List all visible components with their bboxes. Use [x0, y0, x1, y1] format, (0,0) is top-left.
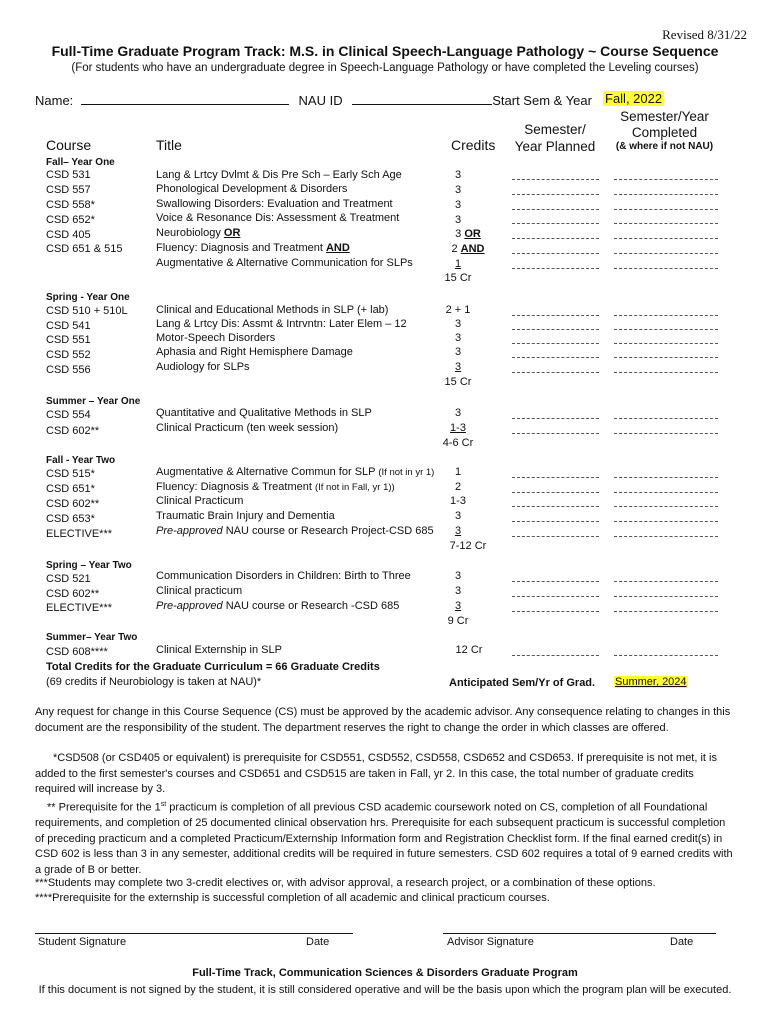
credit-value: 3: [454, 184, 462, 196]
credit-value: [448, 243, 488, 255]
credit-value: 2 + 1: [445, 304, 471, 316]
course-code: CSD 651 & 515: [46, 243, 123, 255]
credit-value: 3: [454, 346, 462, 358]
course-code: CSD 602**: [46, 588, 100, 600]
course-title-text: Augmentative & Alternative Commun for SLP: [156, 466, 376, 478]
or-connector: OR: [464, 228, 481, 240]
semester-planned-blank[interactable]: [512, 611, 599, 612]
semester-planned-blank[interactable]: [512, 536, 599, 537]
semester-completed-blank[interactable]: [614, 492, 718, 493]
course-title: Audiology for SLPs: [156, 361, 250, 373]
credit-value: 1: [454, 258, 462, 270]
semester-completed-blank[interactable]: [614, 238, 718, 239]
term-label: Summer– Year Two: [46, 632, 138, 643]
term-credit-total: 9 Cr: [447, 615, 469, 627]
credit-value: 1-3: [450, 422, 466, 434]
semester-planned-blank[interactable]: [512, 179, 599, 180]
course-code: CSD 541: [46, 320, 91, 332]
course-title: [156, 481, 395, 493]
preapproved-label: Pre-approved: [156, 600, 223, 612]
course-code: CSD 552: [46, 349, 91, 361]
course-title: Aphasia and Right Hemisphere Damage: [156, 346, 353, 358]
semester-completed-blank[interactable]: [614, 179, 718, 180]
credit-value: [448, 228, 488, 240]
course-title: Lang & Lrtcy Dvlmt & Dis Pre Sch – Early Sch Age: [156, 169, 402, 181]
semester-planned-blank[interactable]: [512, 477, 599, 478]
course-title-text: NAU course or Research Project-CSD 685: [225, 525, 434, 537]
course-code: CSD 608****: [46, 646, 108, 658]
course-title: Clinical and Educational Methods in SLP (+ lab): [156, 304, 389, 316]
course-code: CSD 551: [46, 334, 91, 346]
completed-subheader: (& where if not NAU): [615, 141, 714, 152]
course-title: Clinical practicum: [156, 585, 243, 597]
change-policy-paragraph: Any request for change in this Course Sequence (CS) must be approved by the academic advisor. Any consequence relating to changes in this document are the responsibility of the student. The department reserves the right to change the order in which classes are offered.: [35, 706, 731, 734]
nau-id-label: NAU ID: [298, 93, 343, 108]
semester-planned-blank[interactable]: [512, 521, 599, 522]
course-title: Clinical Practicum (ten week session): [156, 422, 339, 434]
course-code: CSD 405: [46, 229, 91, 241]
semester-completed-blank[interactable]: [614, 477, 718, 478]
externship-note: ****Prerequisite for the externship is successful completion of all academic and clinical practicum courses.: [35, 892, 550, 904]
semester-completed-blank[interactable]: [614, 329, 718, 330]
or-connector: OR: [223, 227, 241, 239]
total-credits: Total Credits for the Graduate Curriculum = 66 Graduate Credits: [46, 661, 380, 673]
student-info-row: [35, 92, 592, 108]
semester-completed-blank[interactable]: [614, 506, 718, 507]
advisor-signature-line[interactable]: [443, 933, 716, 934]
student-date-label: Date: [306, 936, 330, 948]
semester-planned-blank[interactable]: [512, 492, 599, 493]
and-connector: AND: [460, 243, 485, 255]
semester-planned-blank[interactable]: [512, 315, 599, 316]
course-code: CSD 556: [46, 364, 91, 376]
credit-value: 3: [454, 525, 462, 537]
prerequisite-note: *CSD508 (or CSD405 or equivalent) is prerequisite for CSD551, CSD552, CSD558, CSD652 and CSD653. If prerequisite is not met, it is added to the first semester's courses and CSD651 and CSD515 are taken in Fall, yr 2. In this case, the total number of graduate credits required will increase by 3.: [35, 752, 717, 795]
credit-value: 3: [454, 318, 462, 330]
credit-value: 3: [454, 600, 462, 612]
term-label: Spring – Year Two: [46, 560, 132, 571]
course-note: (If not in Fall, yr 1)): [314, 482, 395, 493]
semester-completed-blank[interactable]: [614, 315, 718, 316]
term-credit-total: 7-12 Cr: [449, 540, 487, 552]
name-field[interactable]: [81, 92, 289, 105]
semester-planned-blank[interactable]: [512, 238, 599, 239]
semester-completed-blank[interactable]: [614, 343, 718, 344]
term-label: Summer – Year One: [46, 396, 141, 407]
credit-value: 3: [454, 510, 462, 522]
semester-planned-blank[interactable]: [512, 581, 599, 582]
semester-planned-blank[interactable]: [512, 209, 599, 210]
nau-id-field[interactable]: [352, 92, 492, 105]
semester-completed-blank[interactable]: [614, 433, 718, 434]
start-semester-value[interactable]: Fall, 2022: [605, 91, 663, 106]
credit-value: 3: [454, 169, 462, 181]
semester-completed-blank[interactable]: [614, 536, 718, 537]
semester-planned-blank[interactable]: [512, 253, 599, 254]
semester-planned-blank[interactable]: [512, 655, 599, 656]
title-column-header: Title: [156, 137, 182, 153]
name-label: Name:: [35, 93, 74, 108]
course-title: Augmentative & Alternative Communication for SLPs: [156, 257, 413, 269]
document-title: Full-Time Graduate Program Track: M.S. in Clinical Speech-Language Pathology ~ Course Sequence: [51, 43, 719, 59]
course-code: CSD 554: [46, 409, 91, 421]
semester-completed-blank[interactable]: [614, 581, 718, 582]
semester-completed-blank[interactable]: [614, 268, 718, 269]
semester-planned-blank[interactable]: [512, 268, 599, 269]
credit-number: 2: [451, 243, 458, 255]
term-credit-total: 15 Cr: [444, 376, 472, 388]
semester-planned-blank[interactable]: [512, 194, 599, 195]
semester-completed-header: Semester/Year Completed: [620, 109, 709, 140]
start-label: Start Sem & Year: [492, 93, 592, 108]
course-code: ELECTIVE***: [46, 602, 113, 614]
semester-planned-blank[interactable]: [512, 343, 599, 344]
revised-date: Revised 8/31/22: [662, 27, 747, 42]
course-title: Phonological Development & Disorders: [156, 183, 348, 195]
graduation-value[interactable]: Summer, 2024: [615, 676, 687, 688]
student-signature-line[interactable]: [35, 933, 353, 934]
footer-note: If this document is not signed by the student, it is still considered operative and will be the basis upon which the program plan will be executed.: [38, 984, 732, 996]
total-credits-note: (69 credits if Neurobiology is taken at NAU)*: [46, 676, 262, 688]
course-title-text: Fluency: Diagnosis and Treatment: [156, 242, 323, 254]
semester-planned-blank[interactable]: [512, 596, 599, 597]
course-column-header: Course: [46, 137, 92, 153]
credit-value: 3: [454, 199, 462, 211]
footer-title: Full-Time Track, Communication Sciences & Disorders Graduate Program: [192, 967, 578, 979]
semester-planned-blank[interactable]: [512, 357, 599, 358]
semester-completed-blank[interactable]: [614, 357, 718, 358]
practicum-note-a: ** Prerequisite for the 1: [47, 801, 161, 814]
course-code: ELECTIVE***: [46, 528, 113, 540]
semester-planned-blank[interactable]: [512, 433, 599, 434]
advisor-date-label: Date: [670, 936, 694, 948]
course-title-text: Neurobiology: [156, 227, 221, 239]
semester-completed-blank[interactable]: [614, 194, 718, 195]
course-title: Clinical Externship in SLP: [156, 644, 282, 656]
credit-value: 2: [454, 481, 462, 493]
credit-value: 3: [454, 214, 462, 226]
course-code: CSD 521: [46, 573, 91, 585]
credit-value: 3: [454, 407, 462, 419]
course-title: [156, 242, 350, 254]
term-credit-total: 15 Cr: [444, 272, 472, 284]
course-title-text: Fluency: Diagnosis & Treatment: [156, 481, 312, 493]
course-code: CSD 653*: [46, 513, 95, 525]
credit-value: 1-3: [450, 495, 466, 507]
course-title: [156, 525, 434, 537]
course-title: Lang & Lrtcy Dis: Assmt & Intrvntn: Later Elem – 12: [156, 318, 407, 330]
semester-completed-blank[interactable]: [614, 418, 718, 419]
term-label: Spring - Year One: [46, 292, 130, 303]
practicum-note-sup: st: [160, 801, 167, 808]
semester-planned-blank[interactable]: [512, 418, 599, 419]
and-connector: AND: [325, 242, 350, 254]
credits-column-header: Credits: [451, 137, 496, 153]
credit-value: 3: [454, 361, 462, 373]
semester-planned-blank[interactable]: [512, 329, 599, 330]
semester-completed-blank[interactable]: [614, 655, 718, 656]
course-code: CSD 651*: [46, 483, 95, 495]
preapproved-label: Pre-approved: [156, 525, 223, 537]
semester-completed-blank[interactable]: [614, 253, 718, 254]
course-code: CSD 515*: [46, 468, 95, 480]
semester-completed-blank[interactable]: [614, 521, 718, 522]
course-code: CSD 602**: [46, 498, 100, 510]
credit-value: 1: [454, 466, 462, 478]
course-title: Motor-Speech Disorders: [156, 332, 276, 344]
course-title: Clinical Practicum: [156, 495, 244, 507]
course-title: Quantitative and Qualitative Methods in SLP: [156, 407, 372, 419]
credit-value: 3: [454, 570, 462, 582]
course-title-text: NAU course or Research -CSD 685: [225, 600, 400, 612]
course-title: Traumatic Brain Injury and Dementia: [156, 510, 335, 522]
semester-planned-blank[interactable]: [512, 372, 599, 373]
course-title: [156, 227, 240, 239]
advisor-signature-label: Advisor Signature: [447, 936, 534, 948]
course-code: CSD 602**: [46, 425, 100, 437]
course-code: CSD 531: [46, 169, 91, 181]
course-title: Voice & Resonance Dis: Assessment & Treatment: [156, 212, 400, 224]
course-code: CSD 652*: [46, 214, 95, 226]
semester-completed-blank[interactable]: [614, 596, 718, 597]
course-code: CSD 510 + 510L: [46, 305, 128, 317]
credit-number: 3: [455, 228, 462, 240]
term-label: Fall– Year One: [46, 157, 115, 168]
semester-completed-blank[interactable]: [614, 611, 718, 612]
graduation-label: Anticipated Sem/Yr of Grad.: [449, 677, 596, 689]
course-code: CSD 558*: [46, 199, 95, 211]
practicum-note: [35, 797, 735, 878]
document-subtitle: (For students who have an undergraduate degree in Speech-Language Pathology or have completed the Leveling courses): [71, 62, 699, 74]
semester-planned-blank[interactable]: [512, 223, 599, 224]
credit-value: 3: [454, 332, 462, 344]
semester-completed-blank[interactable]: [614, 209, 718, 210]
credit-value: 12 Cr: [455, 644, 483, 656]
credit-value: 3: [454, 585, 462, 597]
course-note: (If not in yr 1): [378, 467, 435, 478]
course-title: Swallowing Disorders: Evaluation and Treatment: [156, 198, 393, 210]
student-signature-label: Student Signature: [38, 936, 127, 948]
course-title: Communication Disorders in Children: Birth to Three: [156, 570, 411, 582]
semester-planned-blank[interactable]: [512, 506, 599, 507]
elective-note: ***Students may complete two 3-credit electives or, with advisor approval, a research project, or a combination of these options.: [35, 877, 656, 889]
course-title: [156, 600, 399, 612]
term-credit-total: 4-6 Cr: [442, 437, 474, 449]
course-title: [156, 466, 434, 478]
semester-completed-blank[interactable]: [614, 223, 718, 224]
term-label: Fall - Year Two: [46, 455, 116, 466]
practicum-note-b: practicum is completion of all previous CSD academic coursework noted on CS, completion of all Foundational requirements, and completion of 25 documented clinical observation hrs. Prerequisite for each subsequent practicum is successful completion of preceding practicum and a completed Practicum/Externship Information form and Registration Checklist form. If the final earned credit(s) in CSD 602 is less than 3 in any semester, additional credits will be required in future semesters. CSD 602 requires a total of 9 earned credits with a grade of B or better.: [35, 801, 733, 876]
course-code: CSD 557: [46, 184, 91, 196]
semester-completed-blank[interactable]: [614, 372, 718, 373]
semester-planned-header: Semester/ Year Planned: [514, 122, 596, 154]
